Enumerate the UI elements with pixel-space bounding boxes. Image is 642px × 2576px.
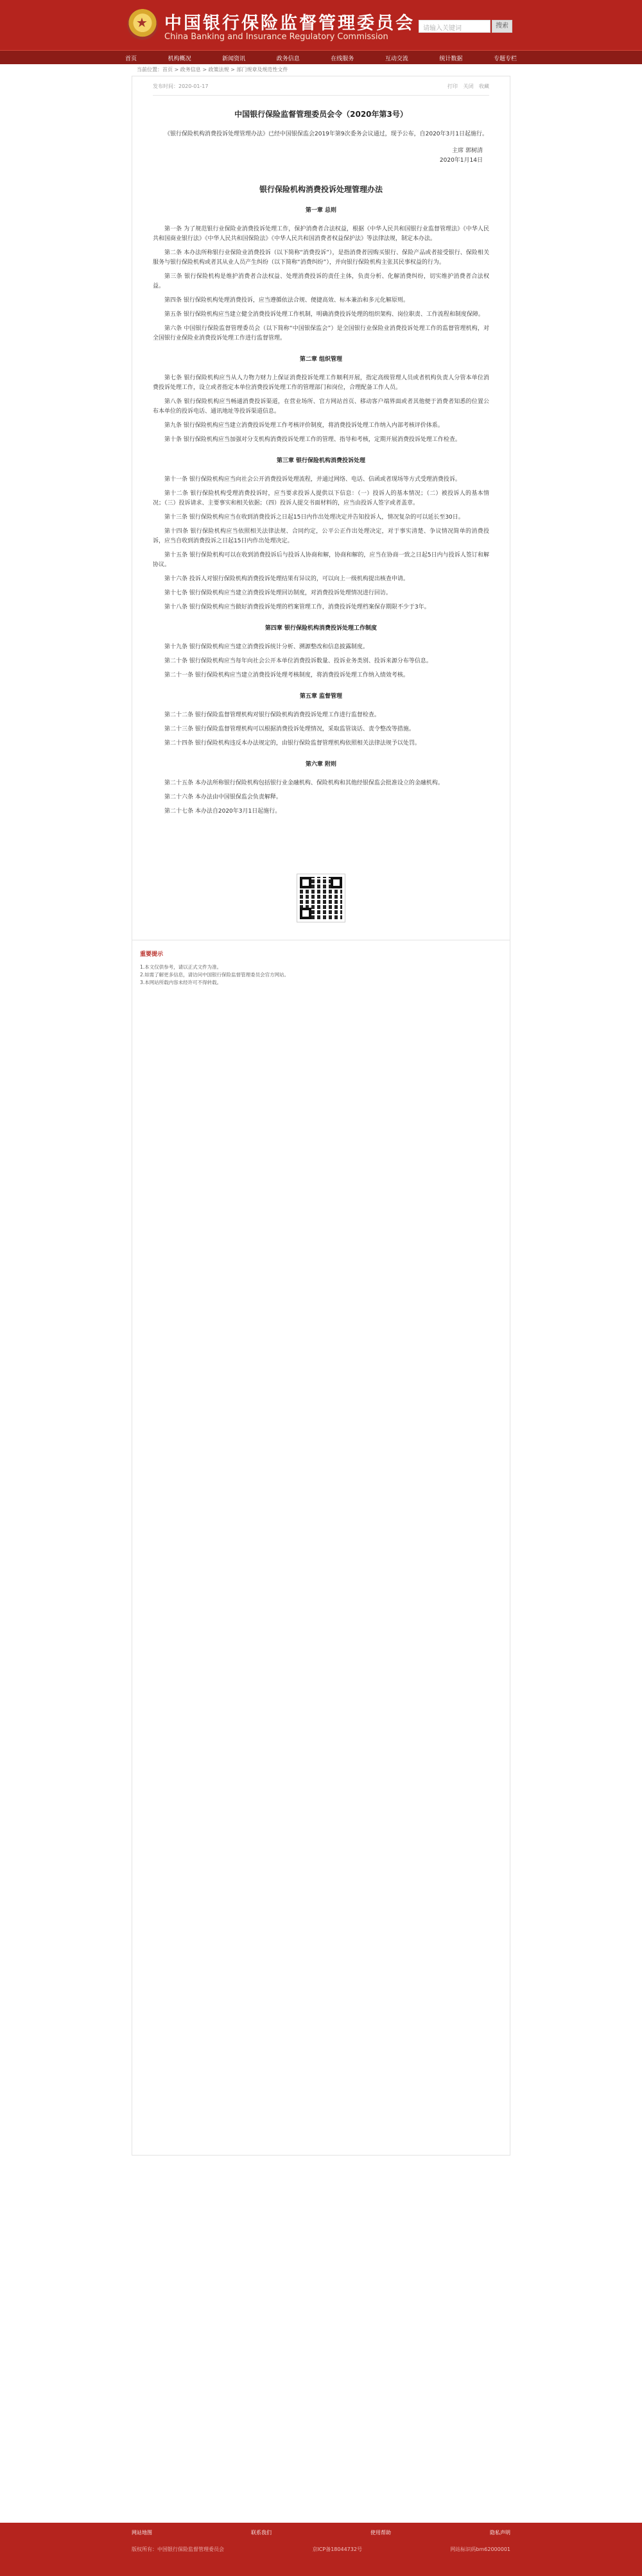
law-title: 银行保险机构消费投诉处理管理办法	[259, 185, 383, 194]
site-name-en: China Banking and Insurance Regulatory Commission	[164, 32, 388, 42]
article-paragraph: 第二十条 银行保险机构应当每年向社会公开本单位消费投诉数量、投诉业务类别、投诉来源分布等信息。	[164, 658, 432, 664]
search-input[interactable]: 请输入关键词	[419, 20, 490, 33]
article-paragraph: 第十六条 投诉人对银行保险机构消费投诉处理结果有异议的，可以向上一级机构提出核查申请。	[164, 576, 409, 582]
article-paragraph: 第十五条 银行保险机构可以在收到消费投诉后与投诉人协商和解，协商和解的，应当在协商一致之日起5日内与投诉人签订和解协议。	[153, 552, 489, 568]
chapter-heading: 第五章 监督管理	[299, 693, 343, 700]
order-signer: 主席 郭树清	[452, 148, 483, 154]
article-paragraph: 第三条 银行保险机构是维护消费者合法权益、处理消费投诉的责任主体，负责分析、化解消费纠纷，切实维护消费者合法权益。	[153, 273, 489, 290]
law-body	[153, 206, 489, 817]
article-meta	[153, 82, 489, 96]
copyright-text: 版权所有：中国银行保险监督管理委员会	[132, 2546, 224, 2552]
notice-item: 2.如需了解更多信息，请访问中国银行保险监督管理委员会官方网站。	[140, 972, 290, 978]
article-paragraph: 第十八条 银行保险机构应当做好消费投诉处理的档案管理工作，消费投诉处理档案保存期限不少于3年。	[164, 604, 430, 610]
close-button[interactable]: 关闭	[463, 83, 474, 89]
article-paragraph: 第十一条 银行保险机构应当向社会公开消费投诉处理流程，并通过网络、电话、信函或者现场等方式受理消费投诉。	[164, 476, 461, 483]
article-paragraph: 第二十三条 银行保险监督管理机构可以根据消费投诉处理情况，采取监管谈话、责令整改等措施。	[164, 726, 415, 732]
nav-item-news[interactable]: 新闻资讯	[222, 55, 246, 62]
article-paragraph: 第八条 银行保险机构应当畅通消费投诉渠道，在营业场所、官方网站首页、移动客户端界面或者其他便于消费者知悉的位置公布本单位的投诉电话、通讯地址等投诉渠道信息。	[153, 399, 489, 415]
footer-link-help[interactable]: 使用帮助	[370, 2530, 391, 2536]
article-paragraph: 第二十一条 银行保险机构应当建立消费投诉处理考核制度，将消费投诉处理工作纳入绩效考核。	[164, 672, 409, 679]
article-paragraph: 第二条 本办法所称银行业保险业消费投诉（以下简称“消费投诉”），是指消费者因购买银行、保险产品或者接受银行、保险相关服务与银行保险机构或者其从业人员产生纠纷（以下简称“消费纠纷”），并向银行保险机构主张其民事权益的行为。	[153, 250, 489, 266]
nav-item-about[interactable]: 机构概况	[168, 55, 191, 62]
chapter-heading: 第一章 总则	[305, 207, 337, 214]
article-paragraph: 第二十二条 银行保险监督管理机构对银行保险机构消费投诉处理工作进行监督检查。	[164, 712, 380, 718]
footer-link-privacy[interactable]: 隐私声明	[490, 2530, 510, 2536]
article-paragraph: 第二十六条 本办法由中国银保监会负责解释。	[164, 794, 282, 800]
site-header	[0, 0, 642, 50]
notice-box	[132, 940, 510, 998]
publish-date: 发布时间：2020-01-17	[153, 83, 209, 89]
notice-title: 重要提示	[140, 951, 164, 958]
footer-link-sitemap[interactable]: 网站地图	[132, 2530, 152, 2536]
nav-item-home[interactable]: 首页	[125, 55, 137, 62]
article-paragraph: 第六条 中国银行保险监督管理委员会（以下简称“中国银保监会”）是全国银行业保险业消费投诉处理工作的监督管理机构，对全国银行业保险业消费投诉处理工作进行监督管理。	[153, 325, 489, 341]
article-paragraph: 第七条 银行保险机构应当从人力物力财力上保证消费投诉处理工作顺利开展，指定高级管理人员或者机构负责人分管本单位消费投诉处理工作，设立或者指定本单位消费投诉处理工作的管理部门和岗位，合理配备工作人员。	[153, 375, 489, 391]
site-name-cn: 中国银行保险监督管理委员会	[164, 13, 415, 33]
order-body: 《银行保险机构消费投诉处理管理办法》已经中国银保监会2019年第9次委务会议通过，现予公布，自2020年3月1日起施行。	[164, 131, 488, 137]
notice-item: 3.本网站所载内容未经许可不得转载。	[140, 980, 222, 985]
nav-item-gov-info[interactable]: 政务信息	[276, 55, 300, 62]
order-title: 中国银行保险监督管理委员会令（2020年第3号）	[234, 110, 408, 119]
search-button[interactable]: 搜索	[492, 20, 512, 33]
footer-link-contact[interactable]: 联系我们	[251, 2530, 272, 2536]
nav-item-statistics[interactable]: 统计数据	[439, 55, 463, 62]
article-paragraph: 第十条 银行保险机构应当加强对分支机构消费投诉处理工作的管理、指导和考核，定期开展消费投诉处理工作检查。	[164, 437, 461, 443]
article-paragraph: 第二十七条 本办法自2020年3月1日起施行。	[164, 808, 281, 815]
nav-item-online-service[interactable]: 在线服务	[331, 55, 354, 62]
chapter-heading: 第六章 附则	[305, 761, 337, 768]
notice-item: 1.本文仅供参考，请以正式文件为准。	[140, 964, 222, 970]
article-paragraph: 第十四条 银行保险机构应当依照相关法律法规、合同约定，公平公正作出处理决定，对于事实清楚、争议情况简单的消费投诉，应当自收到消费投诉之日起15日内作出处理决定。	[153, 528, 489, 544]
article-paragraph: 第五条 银行保险机构应当建立健全消费投诉处理工作机制，明确消费投诉处理的组织架构、岗位职责、工作流程和制度保障。	[164, 311, 484, 318]
article-paragraph: 第九条 银行保险机构应当建立消费投诉处理工作考核评价制度，将消费投诉处理工作纳入内部考核评价体系。	[164, 422, 444, 429]
breadcrumb[interactable]: 当前位置：首页 > 政务信息 > 政策法规 > 部门规章及规范性文件	[137, 67, 288, 73]
article-paragraph: 第十三条 银行保险机构应当在收到消费投诉之日起15日内作出处理决定并告知投诉人，情况复杂的可以延长至30日。	[164, 514, 464, 521]
national-emblem-icon	[127, 9, 158, 40]
chapter-heading: 第三章 银行保险机构消费投诉处理	[276, 458, 366, 464]
article-paragraph: 第十二条 银行保险机构受理消费投诉时，应当要求投诉人提供以下信息：（一）投诉人的基本情况；（二）被投诉人的基本情况；（三）投诉请求、主要事实和相关依据；（四）投诉人提交书面材料的，应当由投诉人签字或者盖章。	[153, 490, 489, 506]
icp-number: 京ICP备18044732号	[312, 2546, 362, 2552]
chapter-heading: 第四章 银行保险机构消费投诉处理工作制度	[265, 625, 377, 632]
bookmark-button[interactable]: 收藏	[479, 83, 489, 89]
main-nav	[0, 50, 642, 64]
article-paragraph: 第一条 为了规范银行业保险业消费投诉处理工作，保护消费者合法权益，根据《中华人民共和国银行业监督管理法》《中华人民共和国商业银行法》《中华人民共和国保险法》《中华人民共和国消费者权益保护法》等法律法规，制定本办法。	[153, 226, 489, 242]
article-paragraph: 第二十四条 银行保险机构违反本办法规定的，由银行保险监督管理机构依照相关法律法规予以处罚。	[164, 740, 421, 747]
article-paragraph: 第十七条 银行保险机构应当建立消费投诉处理回访制度，对消费投诉处理情况进行回访。	[164, 590, 392, 596]
article-paragraph: 第二十五条 本办法所称银行保险机构包括银行业金融机构、保险机构和其他经银保监会批准设立的金融机构。	[164, 780, 444, 786]
order-date: 2020年1月14日	[439, 157, 483, 164]
site-id: 网站标识码bm62000001	[450, 2546, 510, 2552]
article-paragraph: 第十九条 银行保险机构应当建立消费投诉统计分析、溯源整改和信息披露制度。	[164, 644, 369, 650]
site-footer	[0, 2523, 642, 2576]
qr-code-icon	[297, 874, 345, 922]
nav-item-topics[interactable]: 专题专栏	[493, 55, 517, 62]
nav-item-interaction[interactable]: 互动交流	[385, 55, 408, 62]
article-container	[132, 76, 510, 2156]
article-paragraph: 第四条 银行保险机构处理消费投诉，应当遵循依法合规、便捷高效、标本兼治和多元化解原则。	[164, 297, 409, 304]
print-button[interactable]: 打印	[447, 83, 458, 89]
chapter-heading: 第二章 组织管理	[299, 356, 343, 363]
